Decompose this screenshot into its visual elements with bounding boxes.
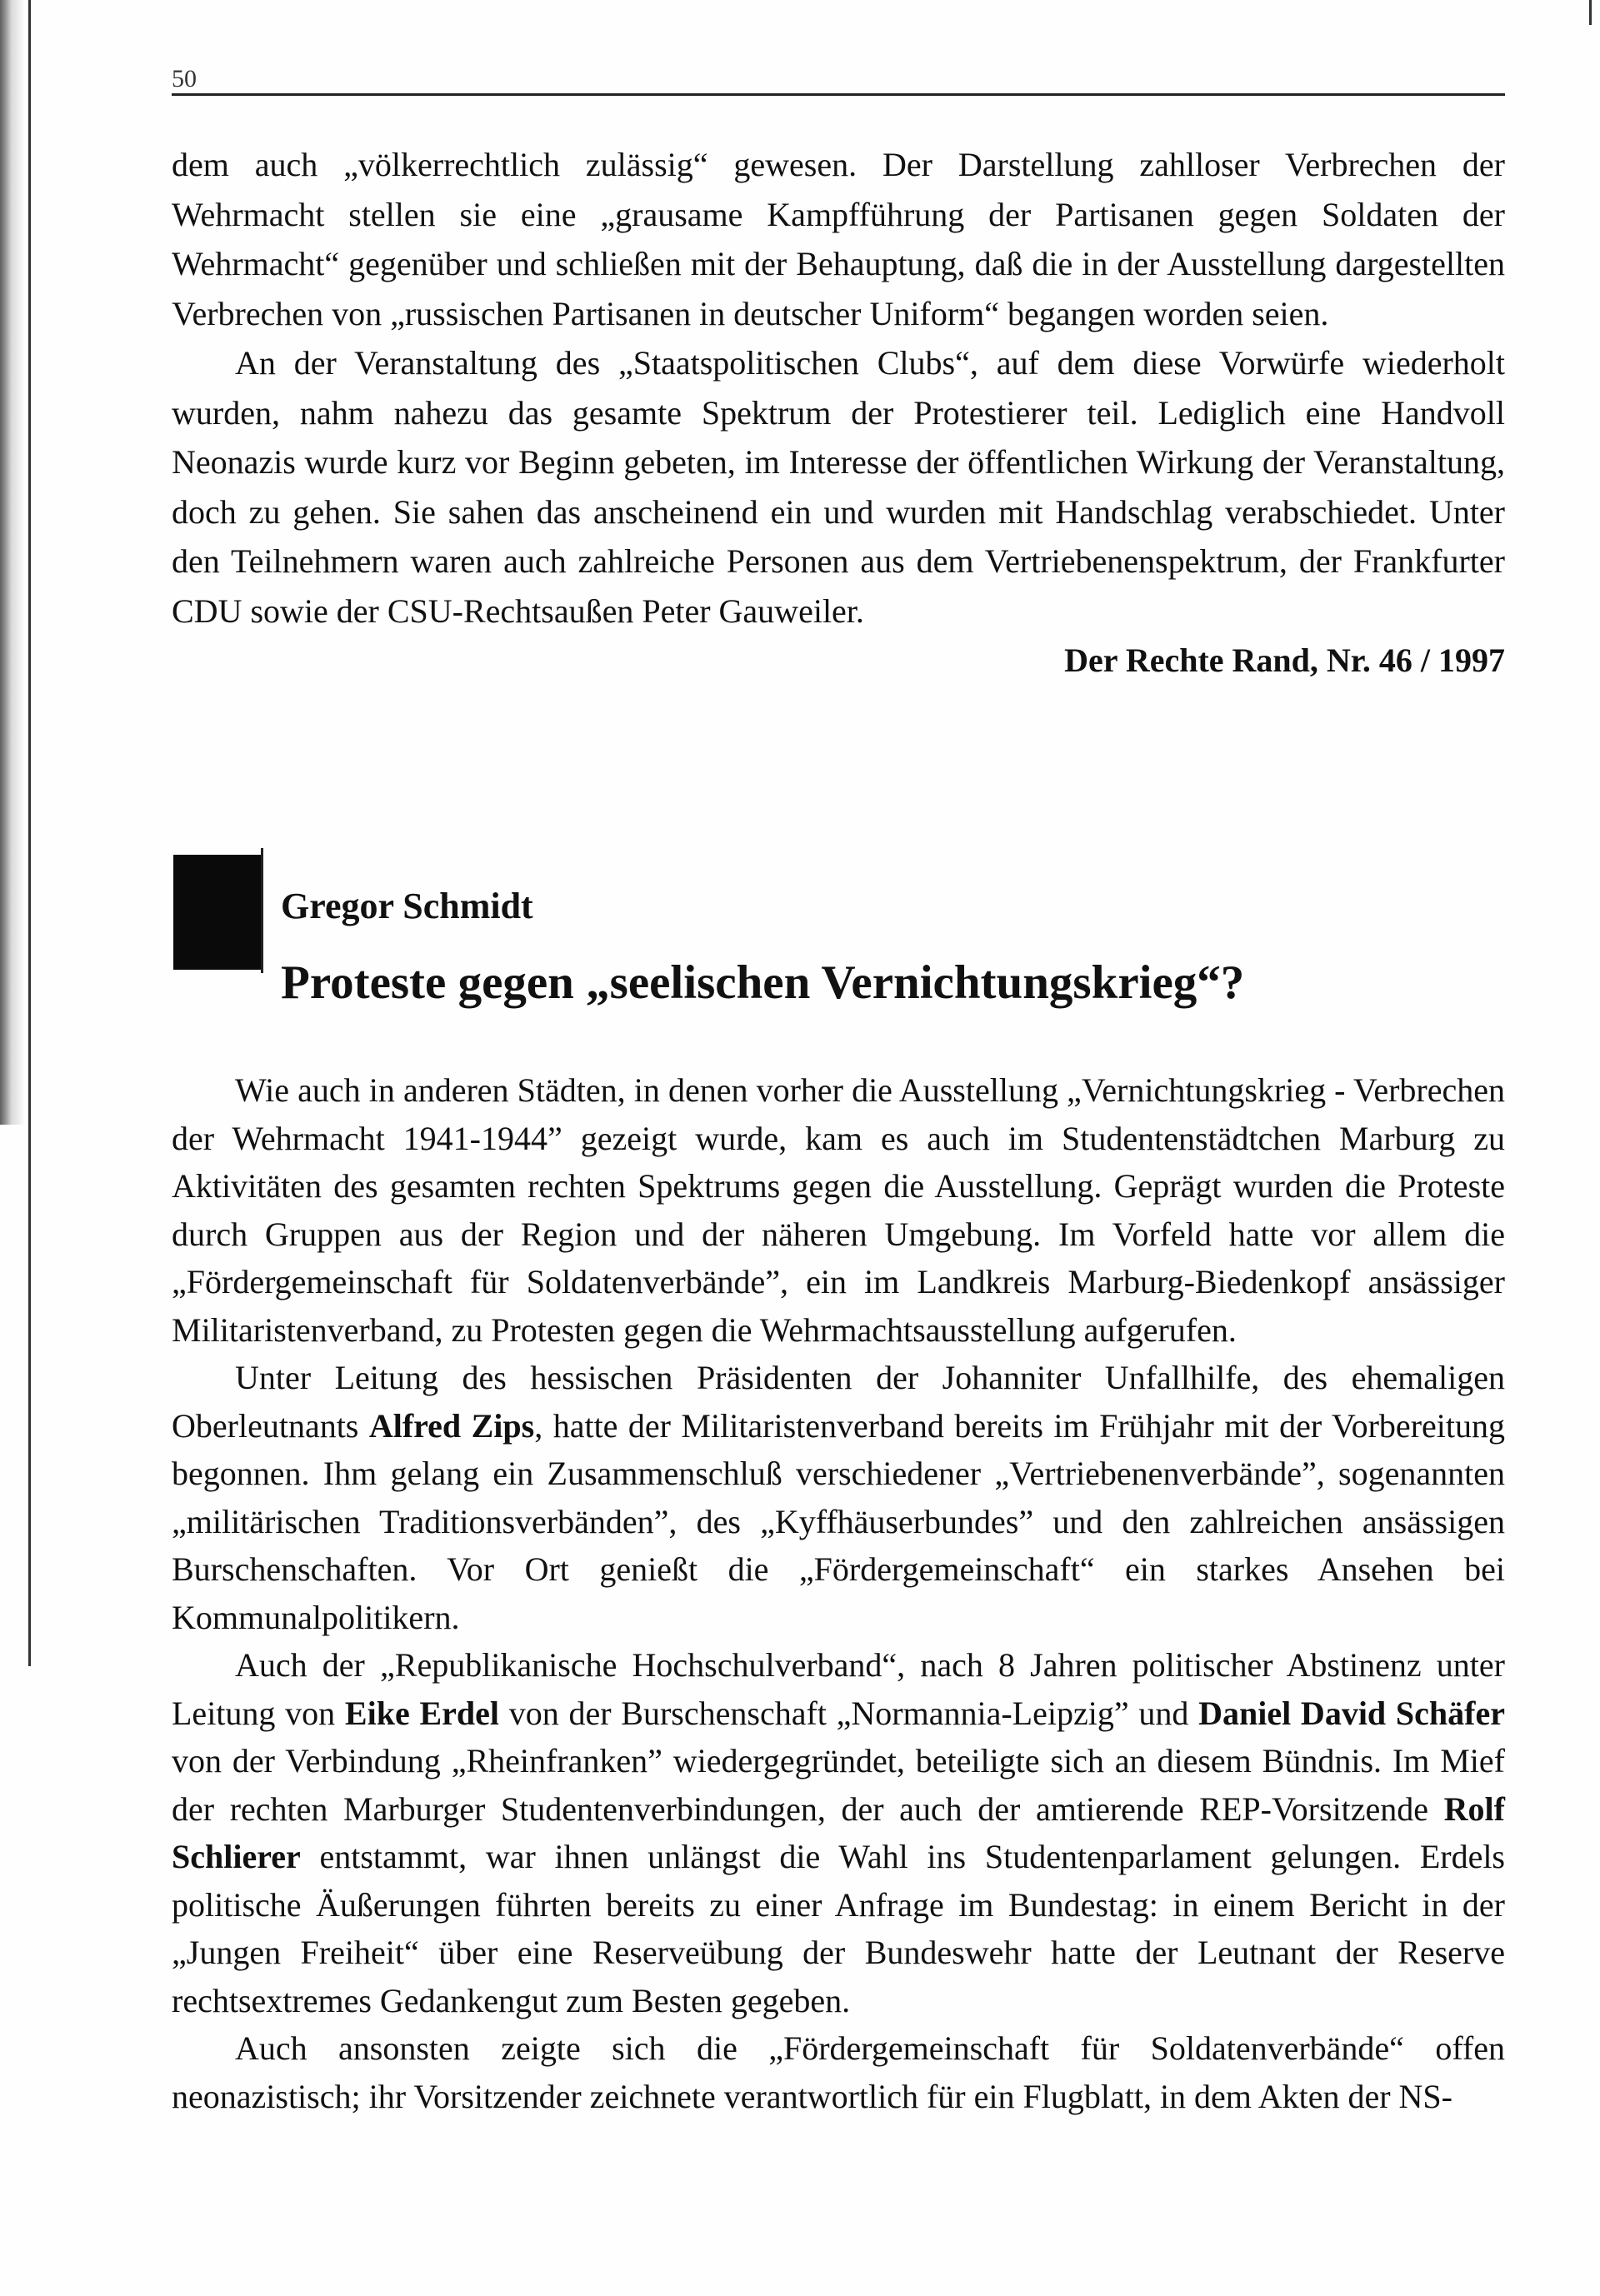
section-marker-box	[173, 855, 261, 970]
article-paragraph: Auch ansonsten zeigte sich die „Fördergemeinschaft für Soldatenverbände“ offen neonazistisch; ihr Vorsitzender zeichnete verantwortlich für ein Flugblatt, in dem Akten der NS-	[172, 2029, 1505, 2115]
article-author: Gregor Schmidt	[281, 886, 533, 926]
person-name: Eike Erdel	[344, 1694, 499, 1732]
scan-edge-shadow	[0, 0, 25, 1125]
article-title: Proteste gegen „seelischen Vernichtungskrieg“?	[281, 956, 1245, 1009]
previous-article-paragraph: An der Veranstaltung des „Staatspolitischen Clubs“, auf dem diese Vorwürfe wiederholt wurden, nahm nahezu das gesamte Spektrum der Protestierer teil. Lediglich eine Handvoll Neonazis wurde kurz vor Beginn gebeten, im Interesse der öffentlichen Wirkung der Veranstaltung, doch zu gehen. Sie sahen das anscheinend ein und wurden mit Handschlag verabschiedet. Unter den Teilnehmern waren auch zahlreiche Personen aus dem Vertriebenenspektrum, der Frankfurter CDU sowie der CSU-Rechtsaußen Peter Gauweiler.	[172, 344, 1505, 630]
scan-edge-line	[28, 0, 31, 1666]
article-paragraph	[172, 1354, 1505, 1641]
paragraph-text: , hatte der Militaristenverband bereits im Frühjahr mit der Vorbereitung begonnen. Ihm gelang ein Zusammenschluß verschiedener „Vertriebenenverbände”, sogenannten „militärischen Traditionsverbänden”, des „Kyffhäuserbundes” und den zahlreichen ansässigen Burschenschaften. Vor Ort genießt die „Fördergemeinschaft“ ein starkes Ansehen bei Kommunalpolitikern.	[172, 1406, 1505, 1636]
paragraph-text: Auch der „Republikanische Hochschulverband“, nach 8 Jahren politischer Abstinenz unter Leitung von	[172, 1646, 1505, 1732]
person-name: Daniel David Schäfer	[1198, 1694, 1506, 1732]
article-paragraph	[172, 1641, 1505, 2024]
person-name: Rolf Schlierer	[172, 1789, 1505, 1875]
header-rule	[172, 93, 1505, 96]
scan-edge-mark	[1589, 0, 1592, 25]
paragraph-text: von der Verbindung „Rheinfranken” wiedergegründet, beteiligte sich an diesem Bündnis. Im Mief der rechten Marburger Studentenverbindungen, der auch der amtierende REP-Vorsitzende	[172, 1742, 1505, 1828]
previous-article	[172, 140, 1505, 686]
article-body	[172, 1066, 1505, 2120]
paragraph-text: Unter Leitung des hessischen Präsidenten der Johanniter Unfallhilfe, des ehemaligen Oberleutnants	[172, 1359, 1505, 1445]
person-name: Alfred Zips	[368, 1406, 535, 1445]
paragraph-text: entstammt, war ihnen unlängst die Wahl ins Studentenparlament gelungen. Erdels politische Äußerungen führten bereits zu einer Anfrage im Bundestag: in einem Bericht in der „Jungen Freiheit“ über eine Reserveübung der Bundeswehr hatte der Leutnant der Reserve rechtsextremes Gedankengut zum Besten gegeben.	[172, 1838, 1505, 2019]
source-citation: Der Rechte Rand, Nr. 46 / 1997	[1064, 641, 1505, 679]
page-number: 50	[172, 65, 197, 92]
previous-article-paragraph: dem auch „völkerrechtlich zulässig“ gewesen. Der Darstellung zahlloser Verbrechen der Wehrmacht stellen sie eine „grausame Kampfführung der Partisanen gegen Soldaten der Wehrmacht“ gegenüber und schließen mit der Behauptung, daß die in der Ausstellung dargestellten Verbrechen von „russischen Partisanen in deutscher Uniform“ begangen worden seien.	[172, 146, 1505, 332]
section-marker-rule	[261, 848, 263, 973]
paragraph-text: von der Burschenschaft „Normannia-Leipzig” und	[499, 1694, 1199, 1732]
article-paragraph: Wie auch in anderen Städten, in denen vorher die Ausstellung „Vernichtungskrieg - Verbrechen der Wehrmacht 1941-1944” gezeigt wurde, kam es auch im Studentenstädtchen Marburg zu Aktivitäten des gesamten rechten Spektrums gegen die Ausstellung. Geprägt wurden die Proteste durch Gruppen aus der Region und der näheren Umgebung. Im Vorfeld hatte vor allem die „Fördergemeinschaft für Soldatenverbände”, ein im Landkreis Marburg-Biedenkopf ansässiger Militaristenverband, zu Protesten gegen die Wehrmachtsausstellung aufgerufen.	[172, 1071, 1505, 1349]
